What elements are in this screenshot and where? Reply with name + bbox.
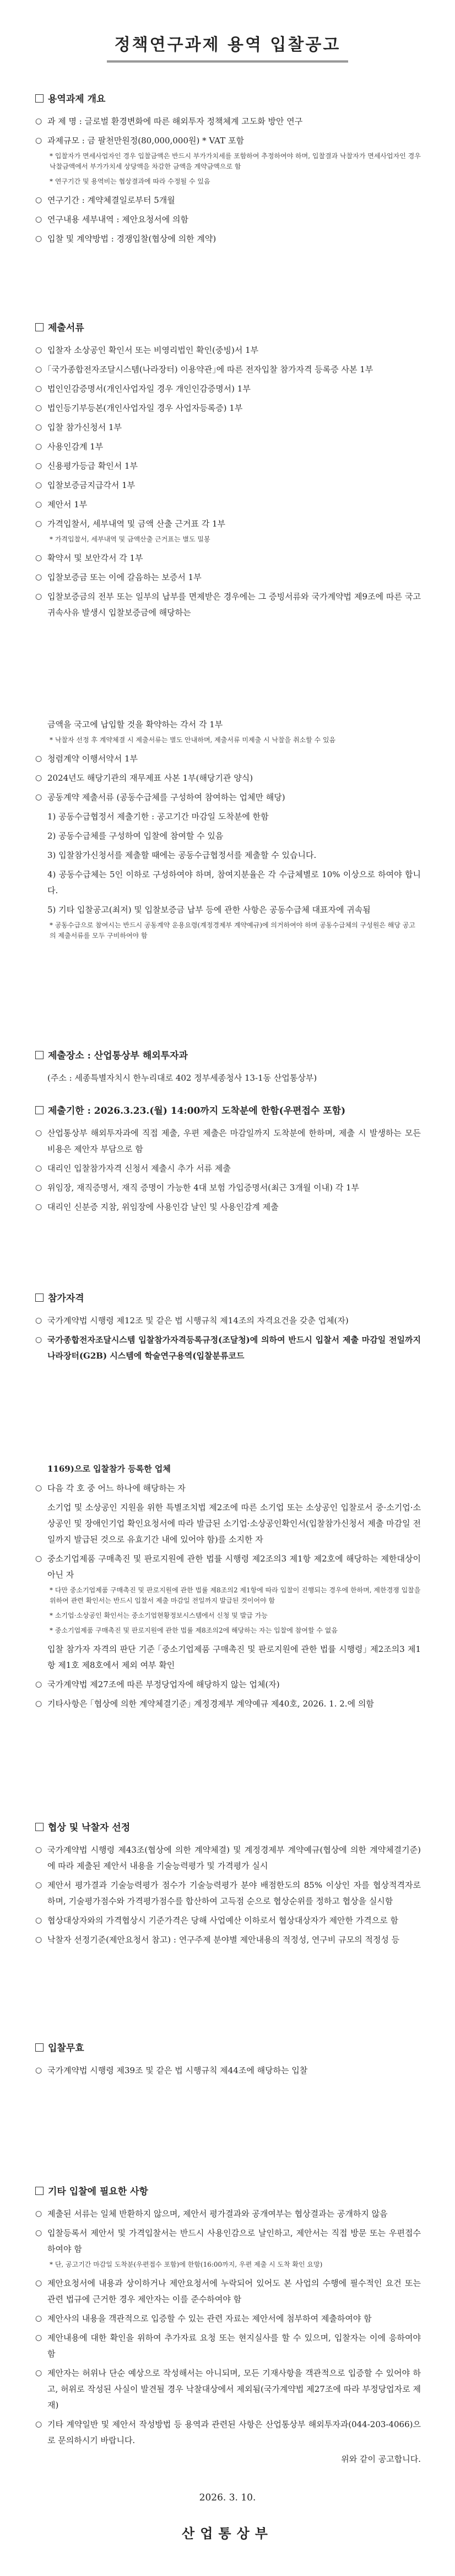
section-heading: 제출장소 : 산업통상부 해외투자과 <box>35 1048 421 1061</box>
list-item: ○ 연구내용 세부내역 : 제안요청서에 의함 <box>35 212 421 228</box>
list-item: ○ 협상대상자와의 가격협상시 기준가격은 당해 사업예산 이하로서 협상대상자가 제안한 가격으로 함 <box>35 1913 421 1929</box>
list-item: ○ 법인인감증명서(개인사업자일 경우 개인인감증명서) 1부 <box>35 381 421 397</box>
list-item: ○ 입찰 및 계약방법 : 경쟁입찰(협상에 의한 계약) <box>35 231 421 247</box>
list-item: ○ 중소기업제품 구매촉진 및 판로지원에 관한 법률 시행령 제2조의3 제1항 제2호에 해당하는 제한대상이 아닌 자 <box>35 1551 421 1583</box>
note-text: * 다만 중소기업제품 구매촉진 및 판로지원에 관한 법률 제8조의2 제1항에 따라 입찰이 진행되는 경우에 한하며, 제한경쟁 입찰을 위하여 관련 확인서는 반드시 입찰서 제출 마감일 전일까지 발급된 것이어야 함 <box>50 1586 421 1604</box>
list-item: ○ 입찰 참가신청서 1부 <box>35 420 421 436</box>
section-invalid-bid <box>35 2040 421 2082</box>
list-item: ○ 위임장, 재직증명서, 재직 증명이 가능한 4대 보험 가입증명서(최근 3개월 이내) 각 1부 <box>35 1180 421 1196</box>
section-heading: 협상 및 낙찰자 선정 <box>35 1820 421 1833</box>
list-item: ○ 기타 계약일반 및 제안서 작성방법 등 용역과 관련된 사항은 산업통상부 해외투자과(044-203-4066)으로 문의하시기 바랍니다. <box>35 2417 421 2449</box>
section-heading: 용역과제 개요 <box>35 91 421 105</box>
list-item: ○ 국가계약법 시행령 제39조 및 같은 법 시행규칙 제44조에 해당하는 입찰 <box>35 2063 421 2079</box>
list-item: ○ 국가계약법 제27조에 따른 부정당업자에 해당하지 않는 업체(자) <box>35 1677 421 1693</box>
list-item: ○ 제안내용에 대한 확인을 위하여 추가자료 요청 또는 현지실사를 할 수 있으며, 입찰자는 이에 응하여야 함 <box>35 2330 421 2362</box>
list-item: ○ 제안사의 내용을 객관적으로 입증할 수 있는 관련 자료는 제안서에 첨부하여 제출하여야 함 <box>35 2311 421 2327</box>
section-documents-continued <box>35 717 421 947</box>
list-item: ○ 공동계약 제출서류 (공동수급체를 구성하여 참여하는 업체만 해당) <box>35 790 421 806</box>
list-item: ○ 확약서 및 보안각서 각 1부 <box>35 550 421 566</box>
note-text: * 낙찰자 선정 후 계약체결 시 제출서류는 별도 안내하며, 제출서류 미제출 시 낙찰을 취소할 수 있음 <box>50 736 336 744</box>
list-item: ○ 국가종합전자조달시스템 입찰참가자격등록규정(조달청)에 의하여 반드시 입찰서 제출 마감일 전일까지 나라장터(G2B) 시스템에 학술연구용역(입찰분류코드 <box>35 1332 421 1364</box>
list-item: ○ 대리인 신분증 지참, 위임장에 사용인감 날인 및 사용인감계 제출 <box>35 1199 421 1215</box>
list-item: ○ 다음 각 호 중 어느 하나에 해당하는 자 <box>35 1480 421 1496</box>
sub-item: 4) 공동수급체는 5인 이하로 구성하여야 하며, 참여지분율은 각 수급체별로 10% 이상으로 하여야 합니다. <box>47 870 421 895</box>
section-other <box>35 2183 421 2465</box>
note-text: * 소기업·소상공인 확인서는 중소기업현황정보시스템에서 신청 및 발급 가능 <box>50 1612 268 1619</box>
list-item: ○ 제안서 1부 <box>35 497 421 513</box>
section-documents <box>35 320 421 624</box>
continued-text: 1169)으로 입찰참가 등록한 업체 <box>47 1464 171 1474</box>
section-deadline <box>35 1103 421 1219</box>
list-item: ○ 낙찰자 선정기준(제안요청서 참고) : 연구주제 분야별 제안내용의 적정성, 연구비 규모의 적정성 등 <box>35 1932 421 1948</box>
section-heading: 제출기한 : 2026.3.23.(월) 14:00까지 도착분에 한함(우편접수 포함) <box>35 1103 421 1117</box>
list-item: ○ 연구기간 : 계약체결일로부터 5개월 <box>35 192 421 208</box>
list-item: ○ 2024년도 해당기관의 재무제표 사본 1부(해당기관 양식) <box>35 770 421 786</box>
list-item: ○ 제안서 평가결과 기술능력평가 점수가 기술능력평가 분야 배점한도의 85% 이상인 자를 협상적격자로 하며, 기술평가점수와 가격평가점수를 합산하여 고득점 순으로 협상순위를 정하고 협상을 실시함 <box>35 1877 421 1909</box>
list-item: ○ 입찰등록서 제안서 및 가격입찰서는 반드시 사용인감으로 날인하고, 제안서는 직접 방문 또는 우편접수 하여야 함 <box>35 2225 421 2257</box>
title-wrap <box>0 31 455 62</box>
page-title: 정책연구과제 용역 입찰공고 <box>107 31 349 62</box>
issuing-organization: 산업통상부 <box>182 2525 273 2541</box>
notice-date: 2026. 3. 10. <box>199 2492 256 2503</box>
checkbox-square-icon <box>35 1294 44 1302</box>
section-negotiation <box>35 1820 421 1951</box>
sub-item: 2) 공동수급체를 구성하여 입찰에 참여할 수 있음 <box>47 831 224 841</box>
note-text: * 공동수급으로 참여시는 반드시 공동계약 운용요령(계정경제부 계약예규)에 의거하여야 하며 공동수급체의 구성원은 해당 공고의 제출서류를 모두 구비하여야 함 <box>50 921 415 940</box>
list-item: ○ 국가계약법 시행령 제12조 및 같은 법 시행규칙 제14조의 자격요건을 갖춘 업체(자) <box>35 1313 421 1329</box>
checkbox-square-icon <box>35 1106 44 1114</box>
checkbox-square-icon <box>35 1051 44 1059</box>
sub-item: 1) 공동수급협정서 제출기한 : 공고기간 마감일 도착분에 한함 <box>47 812 269 822</box>
list-item: ○ 신용평가등급 확인서 1부 <box>35 458 421 474</box>
list-item: ○ 청렴계약 이행서약서 1부 <box>35 751 421 767</box>
list-item: ○ 제안요청서에 내용과 상이하거나 제안요청서에 누락되어 있어도 본 사업의 수행에 필수적인 요건 또는 관련 법규에 근거한 경우 제안자는 이를 준수하여야 함 <box>35 2276 421 2307</box>
section-heading: 제출서류 <box>35 320 421 334</box>
list-item: ○ 과 제 명 : 글로벌 환경변화에 따른 해외투자 정책체계 고도화 방안 연구 <box>35 114 421 130</box>
list-item: ○ 산업통상부 해외투자과에 직접 제출, 우편 제출은 마감일까지 도착분에 한하며, 제출 시 발생하는 모든 비용은 제안자 부담으로 함 <box>35 1125 421 1157</box>
list-item: ○ 대리인 입찰참가자격 신청서 제출시 추가 서류 제출 <box>35 1161 421 1177</box>
sub-item: 5) 기타 입찰공고(최저) 및 입찰보증금 납부 등에 관한 사항은 공동수급체 대표자에 귀속됨 <box>47 905 371 915</box>
section-overview <box>35 91 421 250</box>
list-item: ○ 가격입찰서, 세부내역 및 금액 산출 근거표 각 1부 <box>35 516 421 532</box>
checkbox-square-icon <box>35 2187 44 2195</box>
section-heading: 참가자격 <box>35 1290 421 1304</box>
checkbox-square-icon <box>35 1823 44 1831</box>
note-text: * 연구기간 및 용역비는 협상결과에 따라 수정될 수 있음 <box>50 178 210 185</box>
list-item: ○ 입찰보증금의 전부 또는 일부의 납부를 면제받은 경우에는 그 증빙서류와 국가계약법 제9조에 따른 국고 귀속사유 발생시 입찰보증금에 해당하는 <box>35 589 421 621</box>
list-item: ○ 제출된 서류는 일체 반환하지 않으며, 제안서 평가결과와 공개여부는 협상결과는 공개하지 않음 <box>35 2206 421 2222</box>
list-item: ○ 법인등기부등본(개인사업자일 경우 사업자등록증) 1부 <box>35 400 421 416</box>
list-item: ○ 입찰보증금지급각서 1부 <box>35 477 421 493</box>
section-heading: 입찰무효 <box>35 2040 421 2054</box>
section-eligibility-continued <box>35 1461 421 1715</box>
sub-item: 소기업 및 소상공인 지원을 위한 특별조치법 제2조에 따른 소기업 또는 소상공인 입찰로서 중·소기업·소상공인 및 장애인기업 확인요청서에 따라 발급된 소기업·소상공인확인서(입찰참가신청서 제출 마감일 전일까지 발급된 것으로 유효기간 내에 있어야 함)를 소지한 자 <box>47 1502 421 1544</box>
list-item: ○ 국가계약법 시행령 제43조(협상에 의한 계약체결) 및 계정경제부 계약예규(협상에 의한 계약체결기준)에 따라 제출된 제안서 내용을 기술능력평가 및 가격평가 실시 <box>35 1842 421 1874</box>
note-text: * 가격입찰서, 세부내역 및 금액산출 근거표는 별도 밀봉 <box>50 535 210 543</box>
list-item: ○ ｢국가종합전자조달시스템(나라장터) 이용약관｣에 따른 전자입찰 참가자격 등록증 사본 1부 <box>35 362 421 378</box>
section-eligibility <box>35 1290 421 1367</box>
note-text: * 중소기업제품 구매촉진 및 판로지원에 관한 법률 제8조의2에 해당하는 자는 입찰에 참여할 수 없음 <box>50 1627 338 1634</box>
continued-text: 금액을 국고에 납입할 것을 확약하는 각서 각 1부 <box>47 720 223 729</box>
checkbox-square-icon <box>35 94 44 103</box>
list-item: ○ 제안자는 허위나 단순 예상으로 작성해서는 아니되며, 모든 기재사항을 객관적으로 입증할 수 있어야 하고, 허위로 작성된 사실이 발견될 경우 낙찰대상에서 제외됨(국가계약법 제27조에 따라 부정당업자로 제재) <box>35 2365 421 2413</box>
section-heading: 기타 입찰에 필요한 사항 <box>35 2183 421 2197</box>
list-item: ○ 사용인감계 1부 <box>35 439 421 455</box>
closing-text: 위와 같이 공고합니다. <box>341 2454 421 2464</box>
note-text: * 단, 공고기간 마감일 도착분(우편접수 포함)에 한함(16:00까지, 우편 제출 시 도착 확인 요망) <box>50 2261 323 2268</box>
checkbox-square-icon <box>35 2043 44 2052</box>
checkbox-square-icon <box>35 323 44 331</box>
list-item: ○ 입찰자 소상공인 확인서 또는 비영리법인 확인(중빙)서 1부 <box>35 342 421 358</box>
note-text: * 입찰자가 면세사업자인 경우 입찰금액은 반드시 부가가치세를 포함하여 추정하여야 하며, 입찰결과 낙찰자가 면세사업자인 경우 낙찰금액에서 부가가치세 상당액을 차감한 금액을 계약금액으로 함 <box>50 152 421 170</box>
sub-item: 입찰 참가자 자격의 판단 기준 ｢중소기업제품 구매촉진 및 판로지원에 관한 법률 시행령｣ 제2조의3 제1항 제1호 제8호에서 제외 여부 확인 <box>47 1644 421 1670</box>
list-item: ○ 기타사항은 ｢협상에 의한 계약체결기준｣ 계정경제부 계약예규 제40호, 2026. 1. 2.에 의함 <box>35 1696 421 1712</box>
list-item: ○ 입찰보증금 또는 이에 갈음하는 보증서 1부 <box>35 570 421 586</box>
address-text: (주소 : 세종특별자치시 한누리대로 402 정부세종청사 13-1동 산업통상부) <box>47 1073 317 1083</box>
list-item: ○ 과제규모 : 금 팔천만원정(80,000,000원) * VAT 포함 <box>35 133 421 149</box>
section-submission-place <box>35 1048 421 1090</box>
sub-item: 3) 입찰참가신청서를 제출할 때에는 공동수급협정서를 제출할 수 있습니다. <box>47 850 317 860</box>
